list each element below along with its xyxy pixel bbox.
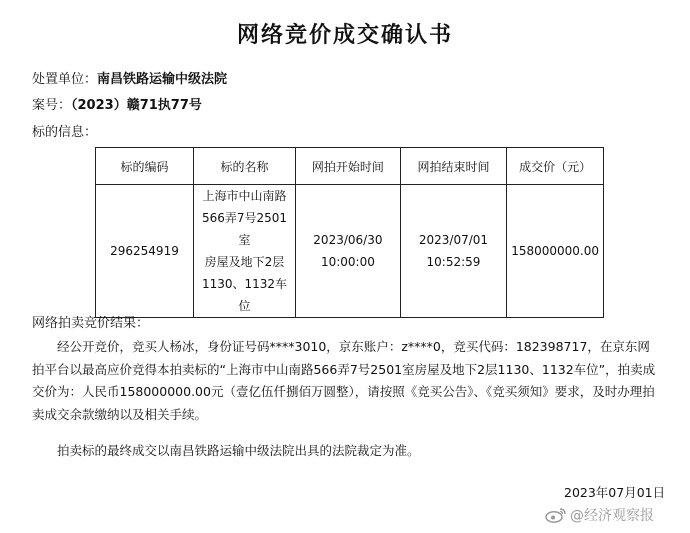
result-note: 拍卖标的最终成交以南昌铁路运输中级法院出具的法院裁定为准。	[57, 443, 420, 458]
lot-name-line: 1130、1132车位	[201, 277, 288, 313]
header-start-time: 网拍开始时间	[296, 148, 401, 185]
header-lot-code: 标的编码	[96, 148, 194, 185]
court-line	[32, 68, 227, 87]
lot-info-table	[95, 147, 604, 318]
table-row	[96, 185, 604, 318]
lot-name-line: 566弄7号2501室	[201, 211, 288, 247]
start-date: 2023/06/30	[313, 233, 383, 247]
end-date: 2023/07/01	[418, 233, 489, 247]
result-heading: 网络拍卖竞价结果：	[32, 316, 150, 331]
lot-name-line: 上海市中山南路	[202, 189, 287, 203]
document-date: 2023年07月01日	[564, 485, 666, 500]
cell-start-time	[296, 185, 401, 318]
document-title: 网络竞价成交确认书	[236, 23, 453, 48]
result-body: 经公开竞价，竞买人杨冰，身份证号码****3010，京东账户：z****0，竞买代码：182398717，在京东网拍平台以最高应价竞得本拍卖标的“上海市中山南路566弄7号2501室房屋及地下2层1130、1132车位”，拍卖成交价为：人民币158000000.00元（壹亿伍仟捌佰万圆整），请按照《竞买公告》、《竞买须知》要求，及时办理拍卖成交余款缴纳以及相关手续。	[32, 339, 656, 422]
cell-end-time	[400, 185, 506, 318]
cell-price: 158000000.00	[507, 185, 604, 318]
case-line	[32, 94, 202, 113]
court-label: 处置单位：	[32, 72, 98, 87]
table-header-row	[96, 148, 604, 185]
header-price: 成交价（元）	[507, 148, 604, 185]
case-label: 案号：	[32, 98, 72, 113]
watermark	[545, 505, 654, 525]
end-time: 10:52:59	[426, 255, 481, 269]
cell-lot-name	[193, 185, 295, 318]
lot-name-line: 房屋及地下2层	[204, 255, 285, 269]
start-time: 10:00:00	[320, 255, 375, 269]
court-name: 南昌铁路运输中级法院	[97, 72, 228, 87]
watermark-text: @经济观察报	[570, 508, 654, 524]
weibo-logo-icon	[545, 507, 567, 523]
cell-lot-code: 296254919	[96, 185, 194, 318]
header-lot-name: 标的名称	[193, 148, 295, 185]
lot-info-label: 标的信息：	[32, 125, 98, 140]
header-end-time: 网拍结束时间	[400, 148, 506, 185]
case-number: （2023）赣71执77号	[71, 98, 202, 113]
